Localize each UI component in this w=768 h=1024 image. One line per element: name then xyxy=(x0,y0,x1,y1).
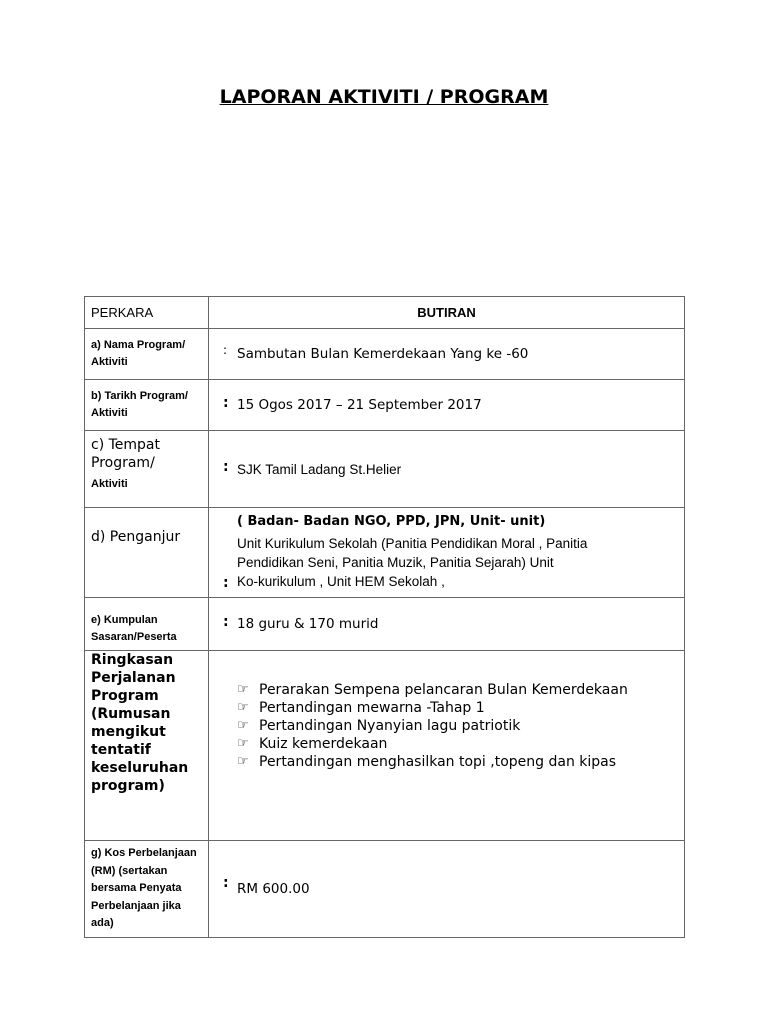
document-title: LAPORAN AKTIVITI / PROGRAM xyxy=(219,86,549,108)
table-row xyxy=(85,841,685,938)
colon: : xyxy=(223,459,229,475)
table-row xyxy=(85,598,685,651)
ringkasan-label-line: Ringkasan xyxy=(91,652,174,668)
ringkasan-label-line: Program xyxy=(91,688,159,704)
list-item: ☞ Pertandingan menghasilkan topi ,topeng dan kipas xyxy=(237,754,617,770)
hand-pointing-icon: ☞ xyxy=(237,682,249,697)
kos-label-line: bersama Penyata xyxy=(91,882,182,894)
kos-label-line: g) Kos Perbelanjaan xyxy=(91,847,197,859)
value-tempat-program: : SJK Tamil Ladang St.Helier xyxy=(209,431,685,508)
label-tempat-program: c) Tempat Program/ Aktiviti xyxy=(85,431,209,508)
hand-pointing-icon: ☞ xyxy=(237,754,249,769)
value-nama-program: : Sambutan Bulan Kemerdekaan Yang ke -60 xyxy=(209,329,685,380)
list-item: ☞ Pertandingan mewarna -Tahap 1 xyxy=(237,700,485,716)
value-ringkasan xyxy=(209,651,685,841)
header-butiran: BUTIRAN xyxy=(209,297,685,329)
hand-pointing-icon: ☞ xyxy=(237,700,249,715)
colon: : xyxy=(223,395,229,411)
value-kos: : RM 600.00 xyxy=(209,841,685,938)
ringkasan-label-line: keseluruhan xyxy=(91,760,189,776)
list-item: ☞ Pertandingan Nyanyian lagu patriotik xyxy=(237,718,521,734)
list-item: ☞ Perarakan Sempena pelancaran Bulan Kemerdekaan xyxy=(237,682,628,698)
ringkasan-label-line: program) xyxy=(91,778,165,794)
colon: : xyxy=(223,343,228,357)
header-perkara: PERKARA xyxy=(85,297,209,329)
value-kumpulan-sasaran: : 18 guru & 170 murid xyxy=(209,598,685,651)
table-row xyxy=(85,380,685,431)
table-row xyxy=(85,508,685,598)
hand-pointing-icon: ☞ xyxy=(237,736,249,751)
table-header-row xyxy=(85,297,685,329)
label-kos xyxy=(85,841,209,938)
report-table xyxy=(84,296,685,938)
ringkasan-label-line: (Rumusan xyxy=(91,706,171,722)
activity-list xyxy=(209,681,684,771)
kos-label-line: ada) xyxy=(91,917,114,929)
label-ringkasan xyxy=(85,651,209,841)
colon: : xyxy=(223,875,229,891)
table-row xyxy=(85,329,685,380)
label-penganjur: d) Penganjur xyxy=(85,508,209,598)
hand-pointing-icon: ☞ xyxy=(237,718,249,733)
table-row xyxy=(85,651,685,841)
kos-label-line: Perbelanjaan jika xyxy=(91,899,181,912)
label-nama-program: a) Nama Program/ Aktiviti xyxy=(85,329,209,380)
label-tarikh-program: b) Tarikh Program/ Aktiviti xyxy=(85,380,209,431)
ringkasan-label-line: mengikut xyxy=(91,724,166,740)
value-tarikh-program: : 15 Ogos 2017 – 21 September 2017 xyxy=(209,380,685,431)
table-row xyxy=(85,431,685,508)
ringkasan-label-line: tentatif xyxy=(91,742,151,758)
list-item: ☞ Kuiz kemerdekaan xyxy=(237,736,388,752)
colon: : xyxy=(223,575,229,591)
value-penganjur: ( Badan- Badan NGO, PPD, JPN, Unit- unit) Unit Kurikulum Sekolah (Panitia Pendidikan Moral , Panitia Pendidikan Seni, Panitia Muzik, Panitia Sejarah) Unit Ko-kurikulum , Unit HEM Sekolah , : xyxy=(209,508,685,598)
ringkasan-label-line: Perjalanan xyxy=(91,670,176,686)
colon: : xyxy=(223,614,229,630)
label-kumpulan-sasaran: e) Kumpulan Sasaran/Peserta xyxy=(85,598,209,651)
kos-label-line: (RM) (sertakan xyxy=(91,864,168,877)
